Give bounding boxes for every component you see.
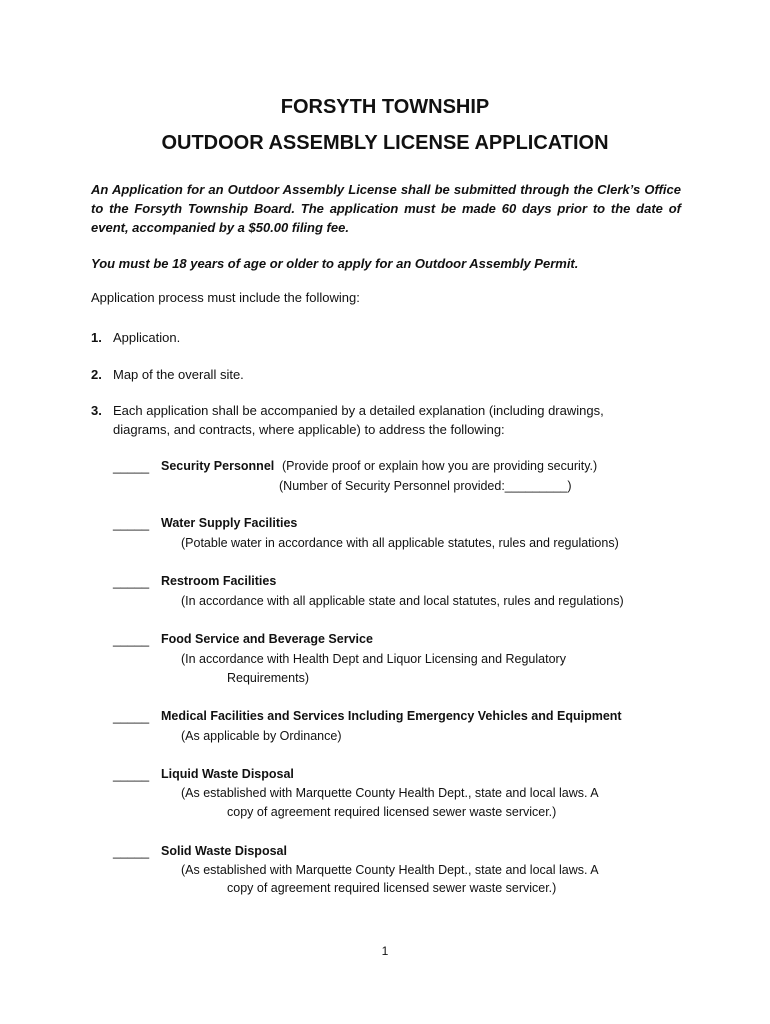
water-checkbox-blank[interactable]: _____ (113, 516, 150, 531)
security-desc: (Provide proof or explain how you are providing security.) (282, 459, 598, 473)
security-checkbox-blank[interactable]: _____ (113, 459, 150, 474)
food-label: Food Service and Beverage Service (161, 632, 373, 646)
restroom-desc: (In accordance with all applicable state and local statutes, rules and regulations) (181, 594, 624, 608)
step-text-1: Application. (113, 330, 181, 345)
intro-paragraph: An Application for an Outdoor Assembly License shall be submitted through the Clerk’s Office to the Forsyth Township Board. The application must be made 60 days prior to the date of event, accompanied by a $50.00 filing fee. (91, 182, 681, 235)
food-desc-line-1: (In accordance with Health Dept and Liquor Licensing and Regulatory (181, 652, 566, 666)
step-number-1: 1. (91, 330, 102, 345)
step-text-3-line-1: Each application shall be accompanied by a detailed explanation (including drawings, (113, 403, 604, 418)
food-checkbox-blank[interactable]: _____ (113, 632, 150, 647)
process-intro: Application process must include the following: (91, 290, 360, 305)
medical-desc: (As applicable by Ordinance) (181, 729, 342, 743)
medical-label: Medical Facilities and Services Including Emergency Vehicles and Equipment (161, 709, 622, 723)
solid-waste-label: Solid Waste Disposal (161, 844, 287, 858)
age-notice: You must be 18 years of age or older to apply for an Outdoor Assembly Permit. (91, 256, 579, 271)
liquid-waste-desc-line-1: (As established with Marquette County Health Dept., state and local laws. A (181, 786, 599, 800)
title-line-2: OUTDOOR ASSEMBLY LICENSE APPLICATION (161, 132, 609, 154)
solid-waste-desc-line-2: copy of agreement required licensed sewer waste servicer.) (227, 881, 557, 895)
security-label: Security Personnel (161, 459, 275, 473)
restroom-label: Restroom Facilities (161, 574, 277, 588)
title-line-1: FORSYTH TOWNSHIP (280, 96, 490, 118)
liquid-waste-checkbox-blank[interactable]: _____ (113, 767, 150, 782)
security-count-field[interactable]: (Number of Security Personnel provided:_________) (279, 479, 572, 493)
liquid-waste-label: Liquid Waste Disposal (161, 767, 294, 781)
solid-waste-desc-line-1: (As established with Marquette County Health Dept., state and local laws. A (181, 863, 599, 877)
water-label: Water Supply Facilities (161, 516, 298, 530)
step-text-2: Map of the overall site. (113, 367, 244, 382)
page-number: 1 (381, 944, 389, 958)
step-text-3-line-2: diagrams, and contracts, where applicable) to address the following: (113, 422, 505, 437)
liquid-waste-desc-line-2: copy of agreement required licensed sewer waste servicer.) (227, 805, 557, 819)
step-number-2: 2. (91, 367, 102, 382)
food-desc-line-2: Requirements) (227, 671, 309, 685)
solid-waste-checkbox-blank[interactable]: _____ (113, 844, 150, 859)
water-desc: (Potable water in accordance with all applicable statutes, rules and regulations) (181, 536, 619, 550)
step-number-3: 3. (91, 403, 102, 418)
restroom-checkbox-blank[interactable]: _____ (113, 574, 150, 589)
medical-checkbox-blank[interactable]: _____ (113, 709, 150, 724)
